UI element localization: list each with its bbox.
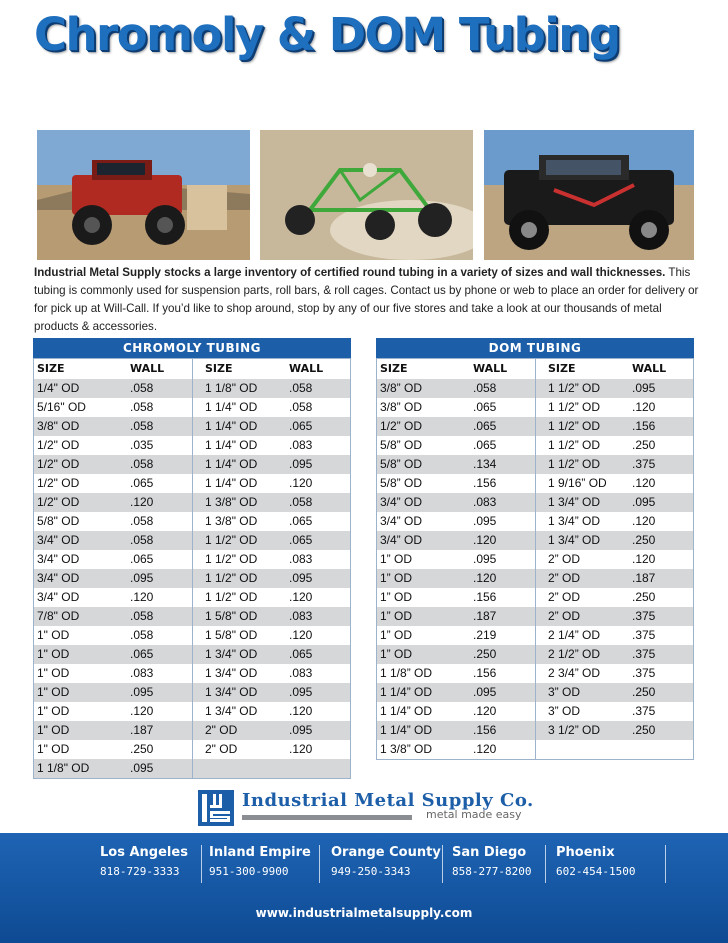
tube-wall: .187 [632, 571, 656, 585]
table-row [193, 474, 350, 493]
table-row [193, 702, 350, 721]
table-row [536, 702, 693, 721]
tube-size: 3/4” OD [380, 514, 423, 528]
tube-size: 1" OD [37, 666, 70, 680]
tube-wall: .250 [632, 533, 656, 547]
tube-size: 1 3/4” OD [548, 533, 601, 547]
photo-black-race-truck [484, 130, 694, 260]
tube-wall: .375 [632, 666, 656, 680]
tube-wall: .095 [289, 685, 313, 699]
location-phone[interactable]: 858-277-8200 [452, 865, 532, 878]
tube-wall: .095 [289, 571, 313, 585]
location-city: Los Angeles [100, 845, 188, 860]
tube-wall: .095 [632, 381, 656, 395]
tube-size: 2” OD [548, 609, 581, 623]
tube-wall: .120 [473, 533, 497, 547]
tube-wall: .375 [632, 647, 656, 661]
tube-size: 1 1/4” OD [380, 723, 433, 737]
photo-offroad-truck-red [37, 130, 250, 260]
tube-wall: .058 [130, 381, 154, 395]
table-row [34, 512, 192, 531]
tube-wall: .134 [473, 457, 497, 471]
table-row [377, 645, 535, 664]
table-row [536, 626, 693, 645]
table-row [193, 588, 350, 607]
tube-wall: .375 [632, 704, 656, 718]
table-row [536, 474, 693, 493]
location-phoenix [556, 845, 666, 883]
table-row [34, 474, 192, 493]
tube-size: 1 3/4" OD [205, 647, 258, 661]
table-row [536, 531, 693, 550]
tube-size [536, 740, 632, 759]
tube-size: 1" OD [37, 704, 70, 718]
tube-wall: .065 [289, 419, 313, 433]
table-row [377, 702, 535, 721]
tube-size: 5/8” OD [380, 438, 423, 452]
location-city: San Diego [452, 845, 527, 860]
size-header: SIZE [380, 362, 408, 375]
table-row [536, 683, 693, 702]
tube-size: 7/8" OD [37, 609, 80, 623]
tube-wall: .058 [130, 514, 154, 528]
tube-size: 1” OD [380, 609, 413, 623]
tube-size: 1/2" OD [37, 457, 80, 471]
table-row [536, 664, 693, 683]
tube-size: 1 3/8” OD [380, 742, 433, 756]
tube-size: 1” OD [380, 590, 413, 604]
tube-wall: .095 [473, 514, 497, 528]
table-row [536, 588, 693, 607]
table-row [377, 740, 535, 759]
table-row [34, 569, 192, 588]
table-row [193, 436, 350, 455]
table-row [377, 379, 535, 398]
tube-size: 1 1/4" OD [205, 400, 258, 414]
table-row [536, 740, 693, 759]
location-city: Inland Empire [209, 845, 311, 860]
table-row [536, 645, 693, 664]
tube-size: 1 3/4" OD [205, 685, 258, 699]
tube-wall: .083 [473, 495, 497, 509]
tube-wall: .375 [632, 609, 656, 623]
tube-size: 5/8" OD [37, 514, 80, 528]
tube-size: 1 1/2" OD [205, 552, 258, 566]
wall-header: WALL [473, 362, 508, 375]
tube-wall: .156 [473, 476, 497, 490]
tube-size: 1/2" OD [37, 438, 80, 452]
tube-wall: .120 [632, 514, 656, 528]
table-row [193, 379, 350, 398]
tube-wall: .083 [289, 552, 313, 566]
table-row [377, 550, 535, 569]
table-row [377, 417, 535, 436]
tube-wall: .095 [473, 552, 497, 566]
table-row [536, 569, 693, 588]
tube-size: 1 1/4” OD [380, 685, 433, 699]
tube-size: 1 1/4” OD [380, 704, 433, 718]
tube-wall: .065 [289, 647, 313, 661]
tube-size: 1” OD [380, 571, 413, 585]
tube-wall: .187 [130, 723, 154, 737]
tube-wall: .065 [130, 476, 154, 490]
tube-size: 1 1/2” OD [548, 400, 601, 414]
tube-size: 3/8” OD [380, 381, 423, 395]
tube-wall: .250 [632, 438, 656, 452]
tube-wall: .120 [473, 571, 497, 585]
tube-size: 1 5/8" OD [205, 628, 258, 642]
tube-wall: .035 [130, 438, 154, 452]
tube-size: 2" OD [205, 742, 238, 756]
tube-size: 1 1/2” OD [548, 457, 601, 471]
tube-wall: .083 [130, 666, 154, 680]
table-row [34, 721, 192, 740]
location-inland-empire [209, 845, 320, 883]
table-row [193, 664, 350, 683]
tube-size: 5/8” OD [380, 476, 423, 490]
tube-wall: .120 [130, 590, 154, 604]
tube-wall: .065 [289, 514, 313, 528]
size-header: SIZE [548, 362, 576, 375]
company-name: Industrial Metal Supply Co. [242, 790, 534, 811]
table-row [536, 379, 693, 398]
table-row [536, 417, 693, 436]
table-row [536, 493, 693, 512]
wall-header: WALL [632, 362, 667, 375]
tube-size: 1" OD [37, 685, 70, 699]
table-row [193, 512, 350, 531]
tube-size: 1/2” OD [380, 419, 423, 433]
table-row [377, 569, 535, 588]
tube-size: 1" OD [37, 742, 70, 756]
wall-header: WALL [289, 362, 324, 375]
table-row [34, 607, 192, 626]
location-city: Orange County [331, 845, 441, 860]
tube-size: 1 1/2” OD [548, 381, 601, 395]
tube-wall: .187 [473, 609, 497, 623]
table-row [377, 588, 535, 607]
table-row [377, 493, 535, 512]
tube-size: 1 3/4" OD [205, 704, 258, 718]
tube-size: 3/4" OD [37, 552, 80, 566]
location-los-angeles [100, 845, 202, 883]
tube-wall: .120 [130, 495, 154, 509]
table-row [536, 455, 693, 474]
table-row [193, 455, 350, 474]
table-row [193, 398, 350, 417]
tube-size: 3 1/2” OD [548, 723, 601, 737]
tube-wall: .375 [632, 628, 656, 642]
tube-wall: .065 [473, 400, 497, 414]
table-row [34, 683, 192, 702]
table-row [193, 417, 350, 436]
tube-wall: .120 [632, 400, 656, 414]
table-row [377, 607, 535, 626]
tube-wall: .120 [130, 704, 154, 718]
tube-size: 2” OD [548, 552, 581, 566]
tube-wall: .065 [289, 533, 313, 547]
tube-size: 1 1/8" OD [205, 381, 258, 395]
tube-wall: .065 [130, 647, 154, 661]
tube-size: 1 1/2" OD [205, 590, 258, 604]
table-row [193, 531, 350, 550]
tube-size: 2” OD [548, 571, 581, 585]
table-row [377, 721, 535, 740]
tube-wall: .120 [289, 628, 313, 642]
tube-size: 1 1/4" OD [205, 457, 258, 471]
tube-size: 1” OD [380, 628, 413, 642]
tube-wall [289, 759, 350, 778]
tube-size: 1” OD [380, 647, 413, 661]
tube-wall: .120 [289, 704, 313, 718]
tube-wall: .058 [289, 495, 313, 509]
tube-size: 5/16" OD [37, 400, 86, 414]
tube-size: 3/4" OD [37, 533, 80, 547]
intro-paragraph [34, 264, 700, 336]
tube-wall: .120 [473, 742, 497, 756]
table-row [377, 512, 535, 531]
tube-wall: .083 [289, 609, 313, 623]
tube-wall: .120 [289, 476, 313, 490]
tube-size: 1 1/2” OD [548, 419, 601, 433]
intro-body: This tubing is commonly used for suspension parts, roll bars, & roll cages. Contact us by phone or web to place an order for delivery or for pick up at Will-Call. If you’d like to shop around, stop by any of our five stores and take a look at our thousands of metal products & accessories. [34, 266, 699, 333]
intro-lead: Industrial Metal Supply stocks a large inventory of certified round tubing in a variety of sizes and wall thicknesses. [34, 266, 666, 279]
dom-right-column [535, 359, 693, 759]
tube-wall: .095 [289, 723, 313, 737]
tube-size: 1 1/8” OD [380, 666, 433, 680]
ims-logo-icon [198, 790, 234, 826]
tube-wall: .058 [473, 381, 497, 395]
tube-size: 1 1/8" OD [37, 761, 90, 775]
dom-heading: DOM TUBING [376, 338, 694, 358]
chromoly-heading: CHROMOLY TUBING [33, 338, 351, 358]
table-row [34, 664, 192, 683]
table-row [377, 531, 535, 550]
table-row [193, 645, 350, 664]
table-row [193, 721, 350, 740]
location-phone[interactable]: 818-729-3333 [100, 865, 180, 878]
page-title: Chromoly & DOM Tubing [34, 8, 620, 61]
table-row [34, 417, 192, 436]
tube-wall: .250 [130, 742, 154, 756]
location-city: Phoenix [556, 845, 615, 860]
table-row [377, 474, 535, 493]
table-row [536, 398, 693, 417]
table-row [377, 436, 535, 455]
tube-size: 1 3/4” OD [548, 514, 601, 528]
tube-size: 2” OD [548, 590, 581, 604]
table-row [536, 550, 693, 569]
table-row [193, 550, 350, 569]
table-row [193, 683, 350, 702]
tube-size: 1” OD [380, 552, 413, 566]
tube-size: 1" OD [37, 647, 70, 661]
tube-wall: .120 [289, 742, 313, 756]
tube-wall: .083 [289, 666, 313, 680]
tube-wall: .095 [473, 685, 497, 699]
table-row [34, 626, 192, 645]
tube-size: 5/8” OD [380, 457, 423, 471]
tube-size [193, 759, 289, 778]
chromoly-table [33, 338, 351, 779]
table-row [34, 493, 192, 512]
dom-left-column [377, 359, 535, 759]
table-row [34, 531, 192, 550]
tube-size: 1 1/2" OD [205, 533, 258, 547]
tube-wall: .065 [473, 438, 497, 452]
tube-size: 1 3/4" OD [205, 666, 258, 680]
tube-size: 1 3/8" OD [205, 495, 258, 509]
tube-wall: .058 [130, 533, 154, 547]
table-row [377, 664, 535, 683]
table-row [34, 645, 192, 664]
company-tagline: metal made easy [426, 808, 522, 821]
tube-wall: .156 [473, 590, 497, 604]
table-row [34, 398, 192, 417]
tube-size: 1 5/8" OD [205, 609, 258, 623]
tube-wall: .058 [130, 457, 154, 471]
tube-wall: .058 [289, 381, 313, 395]
tube-wall: .058 [289, 400, 313, 414]
tube-wall: .250 [632, 723, 656, 737]
table-row [193, 493, 350, 512]
tube-size: 1/2" OD [37, 476, 80, 490]
table-row [193, 759, 350, 778]
tube-size: 3/4" OD [37, 571, 80, 585]
chromoly-left-column [34, 359, 192, 778]
table-row [536, 512, 693, 531]
tube-wall: .156 [473, 723, 497, 737]
tube-wall: .250 [632, 590, 656, 604]
table-row [536, 607, 693, 626]
location-phone[interactable]: 949-250-3343 [331, 865, 411, 878]
location-orange-county [331, 845, 443, 883]
tube-size: 3/4" OD [37, 590, 80, 604]
tube-wall: .058 [130, 609, 154, 623]
table-row [193, 569, 350, 588]
tube-size: 1 1/4" OD [205, 438, 258, 452]
tube-size: 1 1/2" OD [205, 571, 258, 585]
tube-size: 3/4” OD [380, 533, 423, 547]
tube-size: 1 1/4" OD [205, 476, 258, 490]
tube-wall: .095 [130, 761, 154, 775]
tube-size: 1 9/16” OD [548, 476, 607, 490]
tube-wall: .058 [130, 628, 154, 642]
table-row [377, 455, 535, 474]
tube-size: 3/8" OD [37, 419, 80, 433]
table-row [536, 721, 693, 740]
tube-size: 3/8” OD [380, 400, 423, 414]
table-row [34, 379, 192, 398]
tube-wall: .058 [130, 400, 154, 414]
tube-size: 1" OD [37, 628, 70, 642]
tube-size: 1 3/4” OD [548, 495, 601, 509]
tube-size: 1/4" OD [37, 381, 80, 395]
tube-size: 3/4” OD [380, 495, 423, 509]
table-row [377, 398, 535, 417]
dom-table [376, 338, 694, 760]
tube-size: 3” OD [548, 685, 581, 699]
chromoly-right-column [192, 359, 350, 778]
tube-wall: .065 [473, 419, 497, 433]
size-header: SIZE [205, 362, 233, 375]
tube-wall: .120 [632, 552, 656, 566]
tube-wall: .120 [289, 590, 313, 604]
logo-divider [242, 815, 412, 820]
location-san-diego [452, 845, 546, 883]
table-row [34, 436, 192, 455]
tube-wall [632, 740, 693, 759]
tube-wall: .095 [289, 457, 313, 471]
tube-wall: .250 [632, 685, 656, 699]
tube-wall: .219 [473, 628, 497, 642]
size-header: SIZE [37, 362, 65, 375]
table-row [536, 436, 693, 455]
tube-wall: .156 [632, 419, 656, 433]
tube-wall: .120 [473, 704, 497, 718]
table-row [193, 626, 350, 645]
tube-size: 3” OD [548, 704, 581, 718]
tube-wall: .083 [289, 438, 313, 452]
tube-size: 2 3/4” OD [548, 666, 601, 680]
website-link[interactable]: www.industrialmetalsupply.com [255, 906, 473, 920]
tube-size: 1 3/8" OD [205, 514, 258, 528]
tube-wall: .095 [130, 571, 154, 585]
company-logo [198, 790, 538, 830]
table-row [34, 702, 192, 721]
location-phone[interactable]: 951-300-9900 [209, 865, 289, 878]
tube-size: 1" OD [37, 723, 70, 737]
tube-wall: .120 [632, 476, 656, 490]
locations-footer [0, 833, 728, 943]
tube-size: 1 1/2” OD [548, 438, 601, 452]
photo-sand-rail-buggy [260, 130, 473, 260]
tube-wall: .065 [130, 552, 154, 566]
tube-wall: .058 [130, 419, 154, 433]
tube-size: 1 1/4" OD [205, 419, 258, 433]
table-row [193, 607, 350, 626]
tube-wall: .156 [473, 666, 497, 680]
wall-header: WALL [130, 362, 165, 375]
table-row [377, 626, 535, 645]
table-row [34, 588, 192, 607]
tube-wall: .095 [130, 685, 154, 699]
table-row [34, 455, 192, 474]
tube-size: 1/2" OD [37, 495, 80, 509]
location-phone[interactable]: 602-454-1500 [556, 865, 636, 878]
tube-size: 2" OD [205, 723, 238, 737]
tube-wall: .250 [473, 647, 497, 661]
tube-size: 2 1/4” OD [548, 628, 601, 642]
table-row [34, 550, 192, 569]
table-row [34, 759, 192, 778]
tube-wall: .375 [632, 457, 656, 471]
tube-wall: .095 [632, 495, 656, 509]
table-row [193, 740, 350, 759]
table-row [34, 740, 192, 759]
tube-size: 2 1/2” OD [548, 647, 601, 661]
table-row [377, 683, 535, 702]
